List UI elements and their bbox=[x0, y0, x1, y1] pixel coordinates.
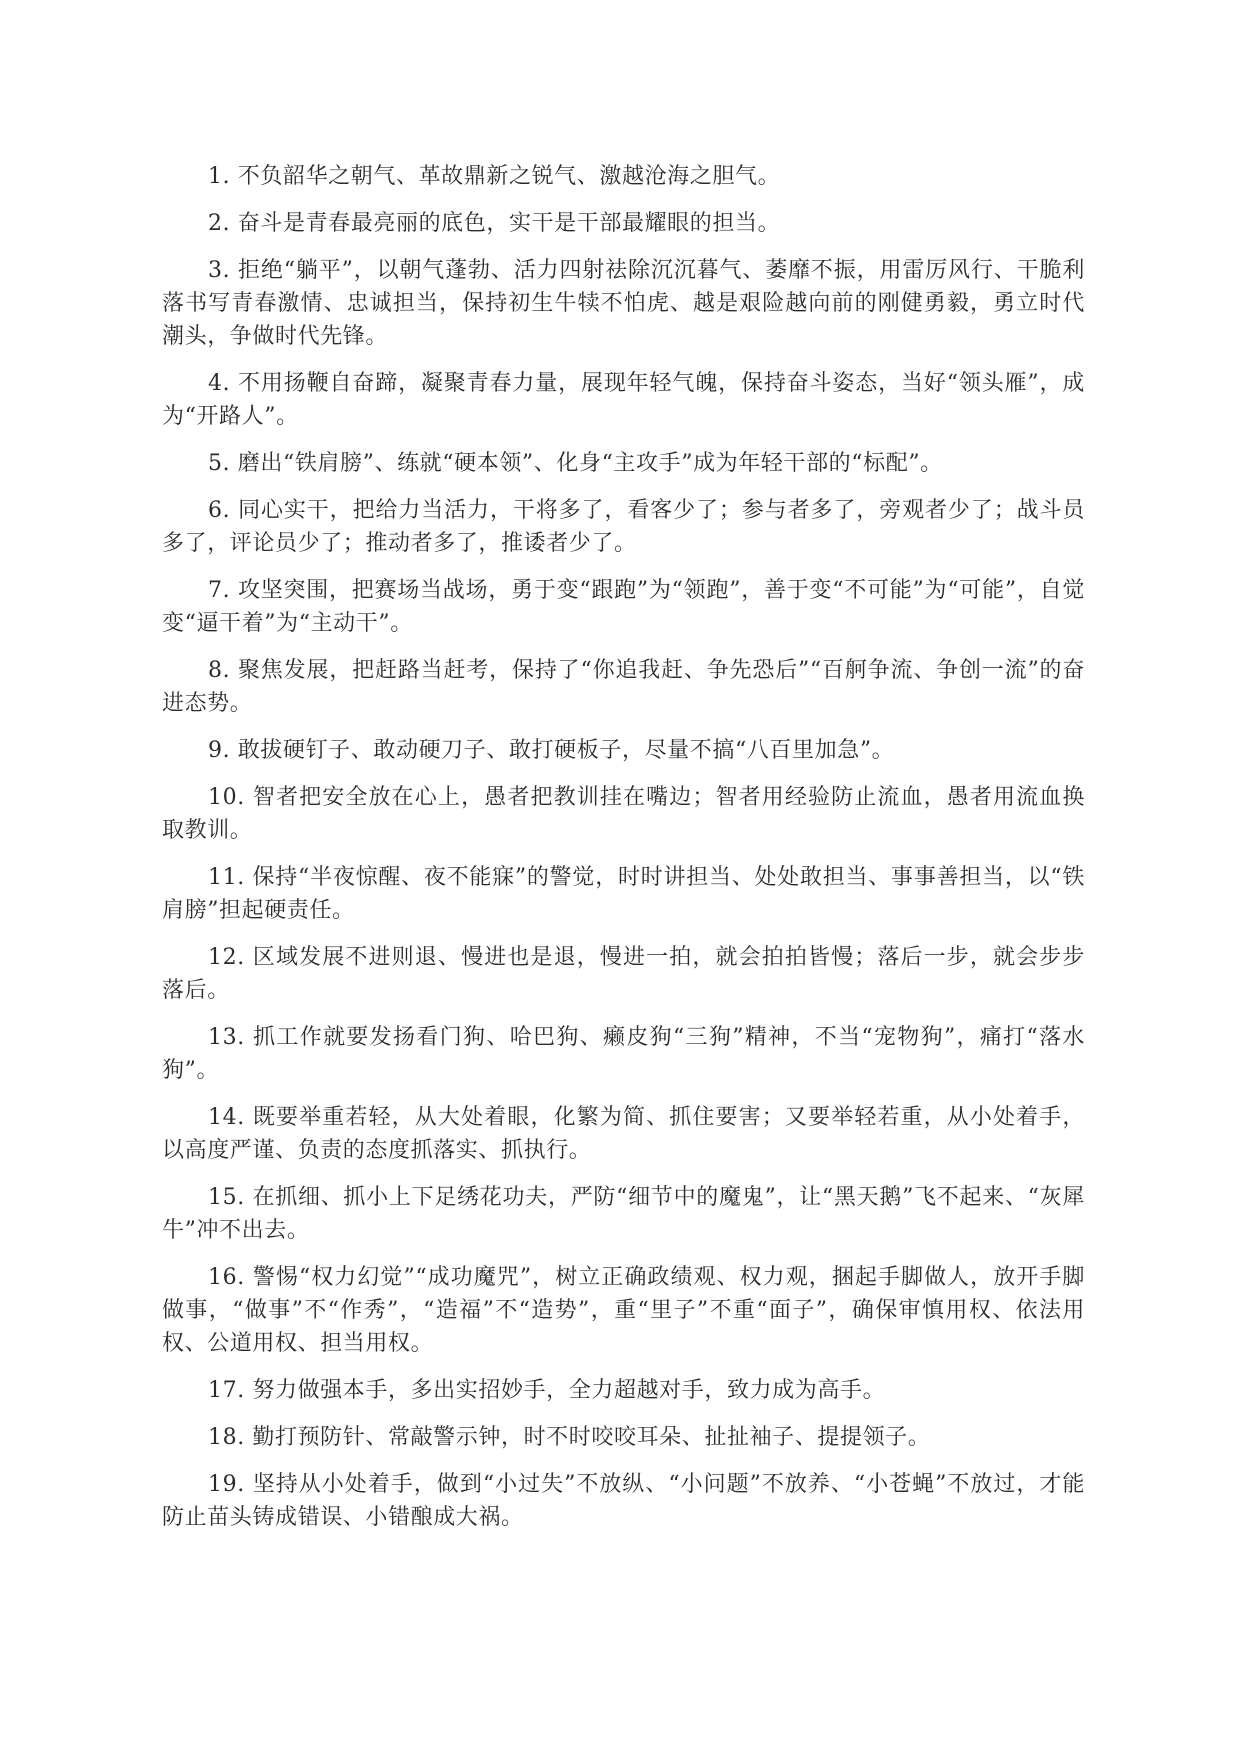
paragraph-10: 10. 智者把安全放在心上，愚者把教训挂在嘴边；智者用经验防止流血，愚者用流血换取教训。 bbox=[162, 785, 1085, 843]
paragraph-13: 13. 抓工作就要发扬看门狗、哈巴狗、癞皮狗“三狗”精神，不当“宠物狗”，痛打“落水狗”。 bbox=[162, 1025, 1085, 1083]
paragraph-3: 3. 拒绝“躺平”，以朝气蓬勃、活力四射祛除沉沉暮气、萎靡不振，用雷厉风行、干脆利落书写青春激情、忠诚担当，保持初生牛犊不怕虎、越是艰险越向前的刚健勇毅，勇立时代潮头，争做时代先锋。 bbox=[162, 258, 1085, 349]
paragraph-5: 5. 磨出“铁肩膀”、练就“硬本领”、化身“主攻手”成为年轻干部的“标配”。 bbox=[208, 451, 943, 476]
paragraph-18: 18. 勤打预防针、常敲警示钟，时不时咬咬耳朵、扯扯袖子、提提领子。 bbox=[208, 1425, 931, 1450]
paragraph-7: 7. 攻坚突围，把赛场当战场，勇于变“跟跑”为“领跑”，善于变“不可能”为“可能”，自觉变“逼干着”为“主动干”。 bbox=[162, 578, 1085, 636]
paragraph-14: 14. 既要举重若轻，从大处着眼，化繁为简、抓住要害；又要举轻若重，从小处着手，以高度严谨、负责的态度抓落实、抓执行。 bbox=[162, 1105, 1085, 1163]
paragraph-17: 17. 努力做强本手，多出实招妙手，全力超越对手，致力成为高手。 bbox=[208, 1378, 886, 1403]
paragraph-12: 12. 区域发展不进则退、慢进也是退，慢进一拍，就会拍拍皆慢；落后一步，就会步步落后。 bbox=[162, 945, 1085, 1003]
paragraph-2: 2. 奋斗是青春最亮丽的底色，实干是干部最耀眼的担当。 bbox=[208, 211, 781, 236]
paragraph-15: 15. 在抓细、抓小上下足绣花功夫，严防“细节中的魔鬼”，让“黑天鹅”飞不起来、“灰犀牛”冲不出去。 bbox=[162, 1185, 1085, 1243]
paragraph-11: 11. 保持“半夜惊醒、夜不能寐”的警觉，时时讲担当、处处敢担当、事事善担当，以“铁肩膀”担起硬责任。 bbox=[162, 865, 1085, 923]
paragraph-8: 8. 聚焦发展，把赶路当赶考，保持了“你追我赶、争先恐后”“百舸争流、争创一流”的奋进态势。 bbox=[162, 658, 1085, 716]
paragraph-9: 9. 敢拔硬钉子、敢动硬刀子、敢打硬板子，尽量不搞“八百里加急”。 bbox=[208, 738, 895, 763]
paragraph-4: 4. 不用扬鞭自奋蹄，凝聚青春力量，展现年轻气魄，保持奋斗姿态，当好“领头雁”，成为“开路人”。 bbox=[162, 371, 1085, 429]
paragraph-1: 1. 不负韶华之朝气、革故鼎新之锐气、激越沧海之胆气。 bbox=[208, 164, 781, 189]
paragraph-16: 16. 警惕“权力幻觉”“成功魔咒”，树立正确政绩观、权力观，捆起手脚做人，放开手脚做事，“做事”不“作秀”，“造福”不“造势”，重“里子”不重“面子”，确保审慎用权、依法用权、公道用权、担当用权。 bbox=[162, 1265, 1085, 1356]
paragraph-6: 6. 同心实干，把给力当活力，干将多了，看客少了；参与者多了，旁观者少了；战斗员多了，评论员少了；推动者多了，推诿者少了。 bbox=[162, 498, 1085, 556]
paragraph-19: 19. 坚持从小处着手，做到“小过失”不放纵、“小问题”不放养、“小苍蝇”不放过，才能防止苗头铸成错误、小错酿成大祸。 bbox=[162, 1472, 1085, 1530]
